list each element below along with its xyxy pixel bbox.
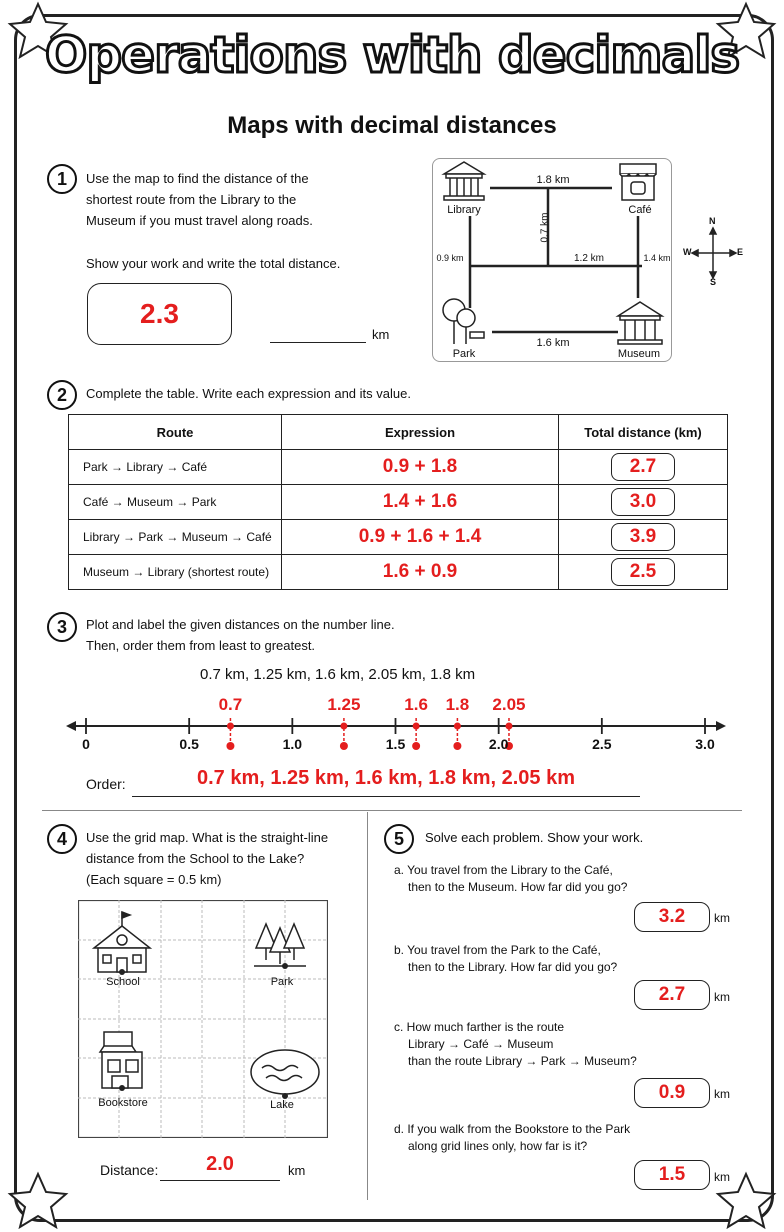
q2-prompt: Complete the table. Write each expression and its value. <box>86 386 411 401</box>
total-answer-box[interactable]: 2.5 <box>611 558 675 586</box>
plotted-point[interactable] <box>227 723 234 730</box>
school-icon <box>94 912 150 972</box>
q1-answer-line <box>270 342 366 343</box>
map-distance-right: 1.4 km <box>643 253 671 263</box>
table-header-row <box>69 415 728 450</box>
question-number-5: 5 <box>384 824 414 854</box>
table-row <box>69 450 728 485</box>
q1-prompt-line2: shortest route from the Library to the <box>86 192 297 207</box>
section-divider <box>42 810 742 811</box>
q3-given-values: 0.7 km, 1.25 km, 1.6 km, 2.05 km, 1.8 km <box>200 666 476 683</box>
compass-w: W <box>683 247 692 257</box>
plotted-point-label: 1.25 <box>327 695 361 714</box>
grid-label-bookstore: Bookstore <box>98 1097 148 1109</box>
q4-prompt-line3: (Each square = 0.5 km) <box>86 872 222 887</box>
question-number-1: 1 <box>47 164 77 194</box>
number-line-tick-label: 0.5 <box>179 736 199 752</box>
question-number-2: 2 <box>47 380 77 410</box>
q5b-line2: then to the Library. How far did you go? <box>408 960 618 974</box>
map-label-museum: Museum <box>617 348 661 360</box>
q5c-answer-box[interactable]: 0.9 <box>634 1078 710 1108</box>
park-icon <box>443 299 484 344</box>
lake-icon <box>251 1050 319 1094</box>
number-line-tick-label: 2.0 <box>488 736 509 752</box>
grid-label-park: Park <box>270 976 294 988</box>
order-answer[interactable]: 0.7 km, 1.25 km, 1.6 km, 1.8 km, 2.05 km <box>196 767 576 789</box>
plotted-point-label: 1.8 <box>445 695 470 714</box>
compass-n: N <box>709 216 716 226</box>
map-distance-vertical: 0.7 km <box>539 212 551 243</box>
q5a-line1: a. You travel from the Library to the Café, <box>394 863 613 877</box>
star-icon <box>10 1174 66 1227</box>
q5b-answer-box[interactable]: 2.7 <box>634 980 710 1010</box>
plotted-point[interactable] <box>505 723 512 730</box>
map-distance-top: 1.8 km <box>536 174 570 186</box>
q5c-line2: Library → Café → Museum <box>408 1037 554 1051</box>
q5d-line1: d. If you walk from the Bookstore to the Park <box>394 1122 631 1136</box>
plotted-point-dot <box>226 742 234 750</box>
total-answer-box[interactable]: 2.7 <box>611 453 675 481</box>
q1-prompt-line3: Museum if you must travel along roads. <box>86 213 313 228</box>
distance-answer[interactable]: 2.0 <box>206 1153 234 1175</box>
q5b-unit: km <box>714 990 730 1004</box>
q3-prompt-line2: Then, order them from least to greatest. <box>86 638 316 653</box>
compass-s: S <box>710 277 717 287</box>
route-cell: Park → Library → Café <box>69 450 282 485</box>
map-label-cafe: Café <box>628 204 652 216</box>
q1-instruction: Show your work and write the total distance. <box>86 256 341 271</box>
q1-answer-box[interactable]: 2.3 <box>87 283 232 345</box>
library-icon <box>444 162 484 200</box>
q1-prompt-line1: Use the map to find the distance of the <box>86 171 309 186</box>
plotted-point-label: 2.05 <box>492 695 526 714</box>
order-label: Order: <box>86 776 126 792</box>
page-subtitle: Maps with decimal distances <box>227 112 557 139</box>
museum-icon <box>618 302 662 344</box>
expression-cell[interactable]: 0.9 + 1.8 <box>282 450 559 485</box>
route-cell: Museum → Library (shortest route) <box>69 555 282 590</box>
bookstore-point <box>119 1085 125 1091</box>
q5-prompt: Solve each problem. Show your work. <box>425 830 644 845</box>
map-distance-bottom: 1.6 km <box>536 337 570 349</box>
distance-answer-line <box>160 1180 280 1181</box>
page-title: Operations with decimals <box>44 26 740 84</box>
q3-prompt-line1: Plot and label the given distances on the number line. <box>86 617 395 632</box>
cafe-icon <box>620 164 656 200</box>
route-cell: Café → Museum → Park <box>69 485 282 520</box>
q5a-unit: km <box>714 911 730 925</box>
map-label-park: Park <box>452 348 476 360</box>
order-answer-line <box>132 796 640 797</box>
table-row <box>69 555 728 590</box>
route-table <box>68 414 728 590</box>
park-icon <box>254 924 306 966</box>
plotted-point-dot <box>453 742 461 750</box>
number-line-tick-label: 0 <box>82 736 90 752</box>
map-distance-left: 0.9 km <box>436 253 464 263</box>
route-cell: Library → Park → Museum → Café <box>69 520 282 555</box>
q5c-line1: c. How much farther is the route <box>394 1020 565 1034</box>
compass-e: E <box>737 247 744 257</box>
plotted-point[interactable] <box>413 723 420 730</box>
grid-label-school: School <box>106 976 140 988</box>
q4-prompt-line2: distance from the School to the Lake? <box>86 851 305 866</box>
q4-prompt-line1: Use the grid map. What is the straight-line <box>86 830 329 845</box>
distance-label: Distance: <box>100 1162 159 1178</box>
question-number-4: 4 <box>47 824 77 854</box>
number-line-tick-label: 2.5 <box>592 736 612 752</box>
number-line-tick-label: 1.5 <box>385 736 406 752</box>
plotted-point-label: 0.7 <box>218 695 243 714</box>
column-header: Route <box>69 415 282 450</box>
question-number-3: 3 <box>47 612 77 642</box>
column-header: Total distance (km) <box>559 415 728 450</box>
total-answer-box[interactable]: 3.9 <box>611 523 675 551</box>
table-row <box>69 485 728 520</box>
distance-unit: km <box>288 1163 306 1178</box>
q5a-line2: then to the Museum. How far did you go? <box>408 880 628 894</box>
q5b-line1: b. You travel from the Park to the Café, <box>394 943 601 957</box>
q5d-answer-box[interactable]: 1.5 <box>634 1160 710 1190</box>
plotted-point[interactable] <box>454 723 461 730</box>
number-line-tick-label: 3.0 <box>695 736 715 752</box>
grid-label-lake: Lake <box>270 1099 294 1111</box>
expression-cell[interactable]: 1.4 + 1.6 <box>282 485 559 520</box>
expression-cell[interactable]: 0.9 + 1.6 + 1.4 <box>282 520 559 555</box>
map-distance-middle: 1.2 km <box>573 253 604 264</box>
expression-cell[interactable]: 1.6 + 0.9 <box>282 555 559 590</box>
table-row <box>69 520 728 555</box>
q1-unit: km <box>372 327 390 342</box>
school-point <box>119 969 125 975</box>
total-answer-box[interactable]: 3.0 <box>611 488 675 516</box>
q5c-line3: than the route Library → Park → Museum? <box>408 1054 637 1068</box>
number-line-tick-label: 1.0 <box>282 736 303 752</box>
column-divider <box>367 812 368 1200</box>
q5d-line2: along grid lines only, how far is it? <box>408 1139 588 1153</box>
plotted-point[interactable] <box>340 723 347 730</box>
bookstore-icon <box>100 1032 142 1088</box>
park-point <box>282 963 288 969</box>
plotted-point-label: 1.6 <box>404 695 428 714</box>
q5a-answer-box[interactable]: 3.2 <box>634 902 710 932</box>
map-label-library: Library <box>447 204 481 216</box>
plotted-point-dot <box>340 742 348 750</box>
column-header: Expression <box>282 415 559 450</box>
q5d-unit: km <box>714 1170 730 1184</box>
q5c-unit: km <box>714 1087 730 1101</box>
